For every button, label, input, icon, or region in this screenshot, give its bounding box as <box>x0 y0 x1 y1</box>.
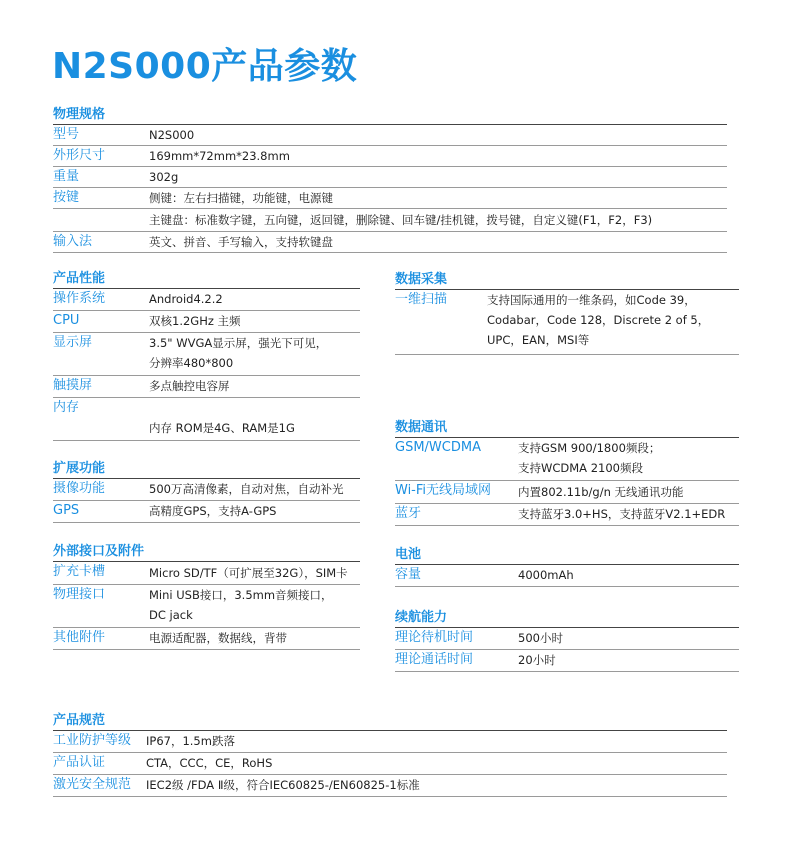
spec-row <box>53 628 360 650</box>
spec-row <box>53 188 727 209</box>
spec-value: 主键盘：标准数字键，五向键，返回键，删除键、回车键/挂机键，拨号键，自定义键(F1，F2，F3) <box>149 213 653 227</box>
section-heading: 续航能力 <box>395 609 739 628</box>
spec-value: 侧键：左右扫描键，功能键，电源键 <box>149 191 333 205</box>
spec-label: 扩充卡槽 <box>53 564 106 579</box>
spec-value: 302g <box>149 170 179 184</box>
spec-row <box>53 731 727 753</box>
spec-value: 支持蓝牙3.0+HS，支持蓝牙V2.1+EDR <box>518 507 726 521</box>
spec-label: 显示屏 <box>53 335 93 350</box>
spec-value: 分辨率480*800 <box>149 356 234 370</box>
spec-label: 重量 <box>53 169 80 184</box>
spec-label: 容量 <box>395 567 422 582</box>
section-interfaces <box>53 543 360 650</box>
spec-value: N2S000 <box>149 128 195 142</box>
spec-value: 双核1.2GHz 主频 <box>149 314 241 328</box>
spec-row <box>395 628 739 650</box>
spec-row <box>53 775 727 797</box>
spec-row <box>395 290 739 355</box>
section-heading: 电池 <box>395 546 739 565</box>
spec-label: 其他附件 <box>53 630 106 645</box>
spec-row <box>53 167 727 188</box>
spec-value: 支持国际通用的一维条码，如Code 39， <box>487 293 696 307</box>
spec-row <box>53 209 727 232</box>
spec-row <box>53 398 360 441</box>
section-heading: 扩展功能 <box>53 460 360 479</box>
spec-label: 一维扫描 <box>395 292 448 307</box>
spec-row <box>53 125 727 146</box>
spec-value: 内置802.11b/g/n 无线通讯功能 <box>518 485 684 499</box>
spec-row <box>395 504 739 526</box>
spec-label: 工业防护等级 <box>53 733 132 748</box>
spec-label: 触摸屏 <box>53 378 93 393</box>
spec-row <box>53 753 727 775</box>
spec-label: 型号 <box>53 127 80 142</box>
spec-row <box>53 479 360 501</box>
spec-label: GPS <box>53 503 80 518</box>
spec-value: 500万高清像素，自动对焦，自动补光 <box>149 482 344 496</box>
spec-label: 理论待机时间 <box>395 630 474 645</box>
spec-label: 物理接口 <box>53 587 106 602</box>
spec-row <box>53 376 360 398</box>
spec-label: 理论通话时间 <box>395 652 474 667</box>
spec-label: GSM/WCDMA <box>395 440 481 455</box>
spec-row <box>53 562 360 585</box>
spec-row <box>53 232 727 253</box>
spec-value: 支持WCDMA 2100频段 <box>518 461 643 475</box>
section-heading: 外部接口及附件 <box>53 543 360 562</box>
spec-label: 外形尺寸 <box>53 148 106 163</box>
spec-row <box>53 585 360 628</box>
section-heading: 数据通讯 <box>395 419 739 438</box>
section-expansion <box>53 460 360 523</box>
section-endurance <box>395 609 739 672</box>
spec-label: 蓝牙 <box>395 506 422 521</box>
section-heading: 产品规范 <box>53 712 727 731</box>
spec-value: 高精度GPS，支持A-GPS <box>149 504 277 518</box>
spec-value: CTA，CCC，CE，RoHS <box>146 756 273 770</box>
spec-row <box>395 565 739 587</box>
section-battery <box>395 546 739 587</box>
spec-value: Micro SD/TF（可扩展至32G），SIM卡 <box>149 566 348 580</box>
spec-label: Wi-Fi无线局域网 <box>395 483 492 498</box>
spec-label: 按键 <box>53 190 80 205</box>
spec-value: 内存 ROM是4G、RAM是1G <box>149 421 295 435</box>
spec-value <box>149 398 295 418</box>
spec-row <box>53 311 360 333</box>
spec-label: 操作系统 <box>53 291 106 306</box>
spec-value: 169mm*72mm*23.8mm <box>149 149 290 163</box>
section-performance <box>53 270 360 441</box>
section-heading: 数据采集 <box>395 271 739 290</box>
spec-value: 500小时 <box>518 631 563 645</box>
spec-value: IEC2级 /FDA Ⅱ级，符合IEC60825-/EN60825-1标准 <box>146 778 420 792</box>
spec-value: Codabar，Code 128，Discrete 2 of 5， <box>487 313 710 327</box>
section-data-comm <box>395 419 739 526</box>
spec-row <box>395 438 739 481</box>
spec-row <box>395 650 739 672</box>
page-title: N2S000产品参数 <box>52 46 358 87</box>
spec-label: 摄像功能 <box>53 481 106 496</box>
spec-row <box>53 333 360 376</box>
spec-value: 20小时 <box>518 653 556 667</box>
spec-label: 激光安全规范 <box>53 777 132 792</box>
spec-value: Android4.2.2 <box>149 292 223 306</box>
spec-label: 输入法 <box>53 234 93 249</box>
section-standards <box>53 712 727 797</box>
spec-row <box>53 146 727 167</box>
spec-value: Mini USB接口，3.5mm音频接口， <box>149 588 333 602</box>
spec-row <box>395 481 739 504</box>
spec-row <box>53 501 360 523</box>
spec-label: 内存 <box>53 400 80 415</box>
section-data-capture <box>395 271 739 355</box>
spec-value: DC jack <box>149 608 193 622</box>
spec-label: 产品认证 <box>53 755 106 770</box>
spec-value: UPC，EAN，MSI等 <box>487 333 590 347</box>
spec-value: 电源适配器，数据线，背带 <box>149 631 287 645</box>
section-physical <box>53 106 727 253</box>
section-heading: 物理规格 <box>53 106 727 125</box>
spec-row <box>53 289 360 311</box>
spec-value: 3.5" WVGA显示屏，强光下可见， <box>149 336 328 350</box>
section-heading: 产品性能 <box>53 270 360 289</box>
spec-label: CPU <box>53 313 80 328</box>
spec-value: 支持GSM 900/1800频段； <box>518 441 661 455</box>
spec-value: 多点触控电容屏 <box>149 379 230 393</box>
spec-value: 4000mAh <box>518 568 574 582</box>
spec-value: IP67，1.5m跌落 <box>146 734 235 748</box>
spec-value: 英文、拼音、手写输入，支持软键盘 <box>149 235 333 249</box>
